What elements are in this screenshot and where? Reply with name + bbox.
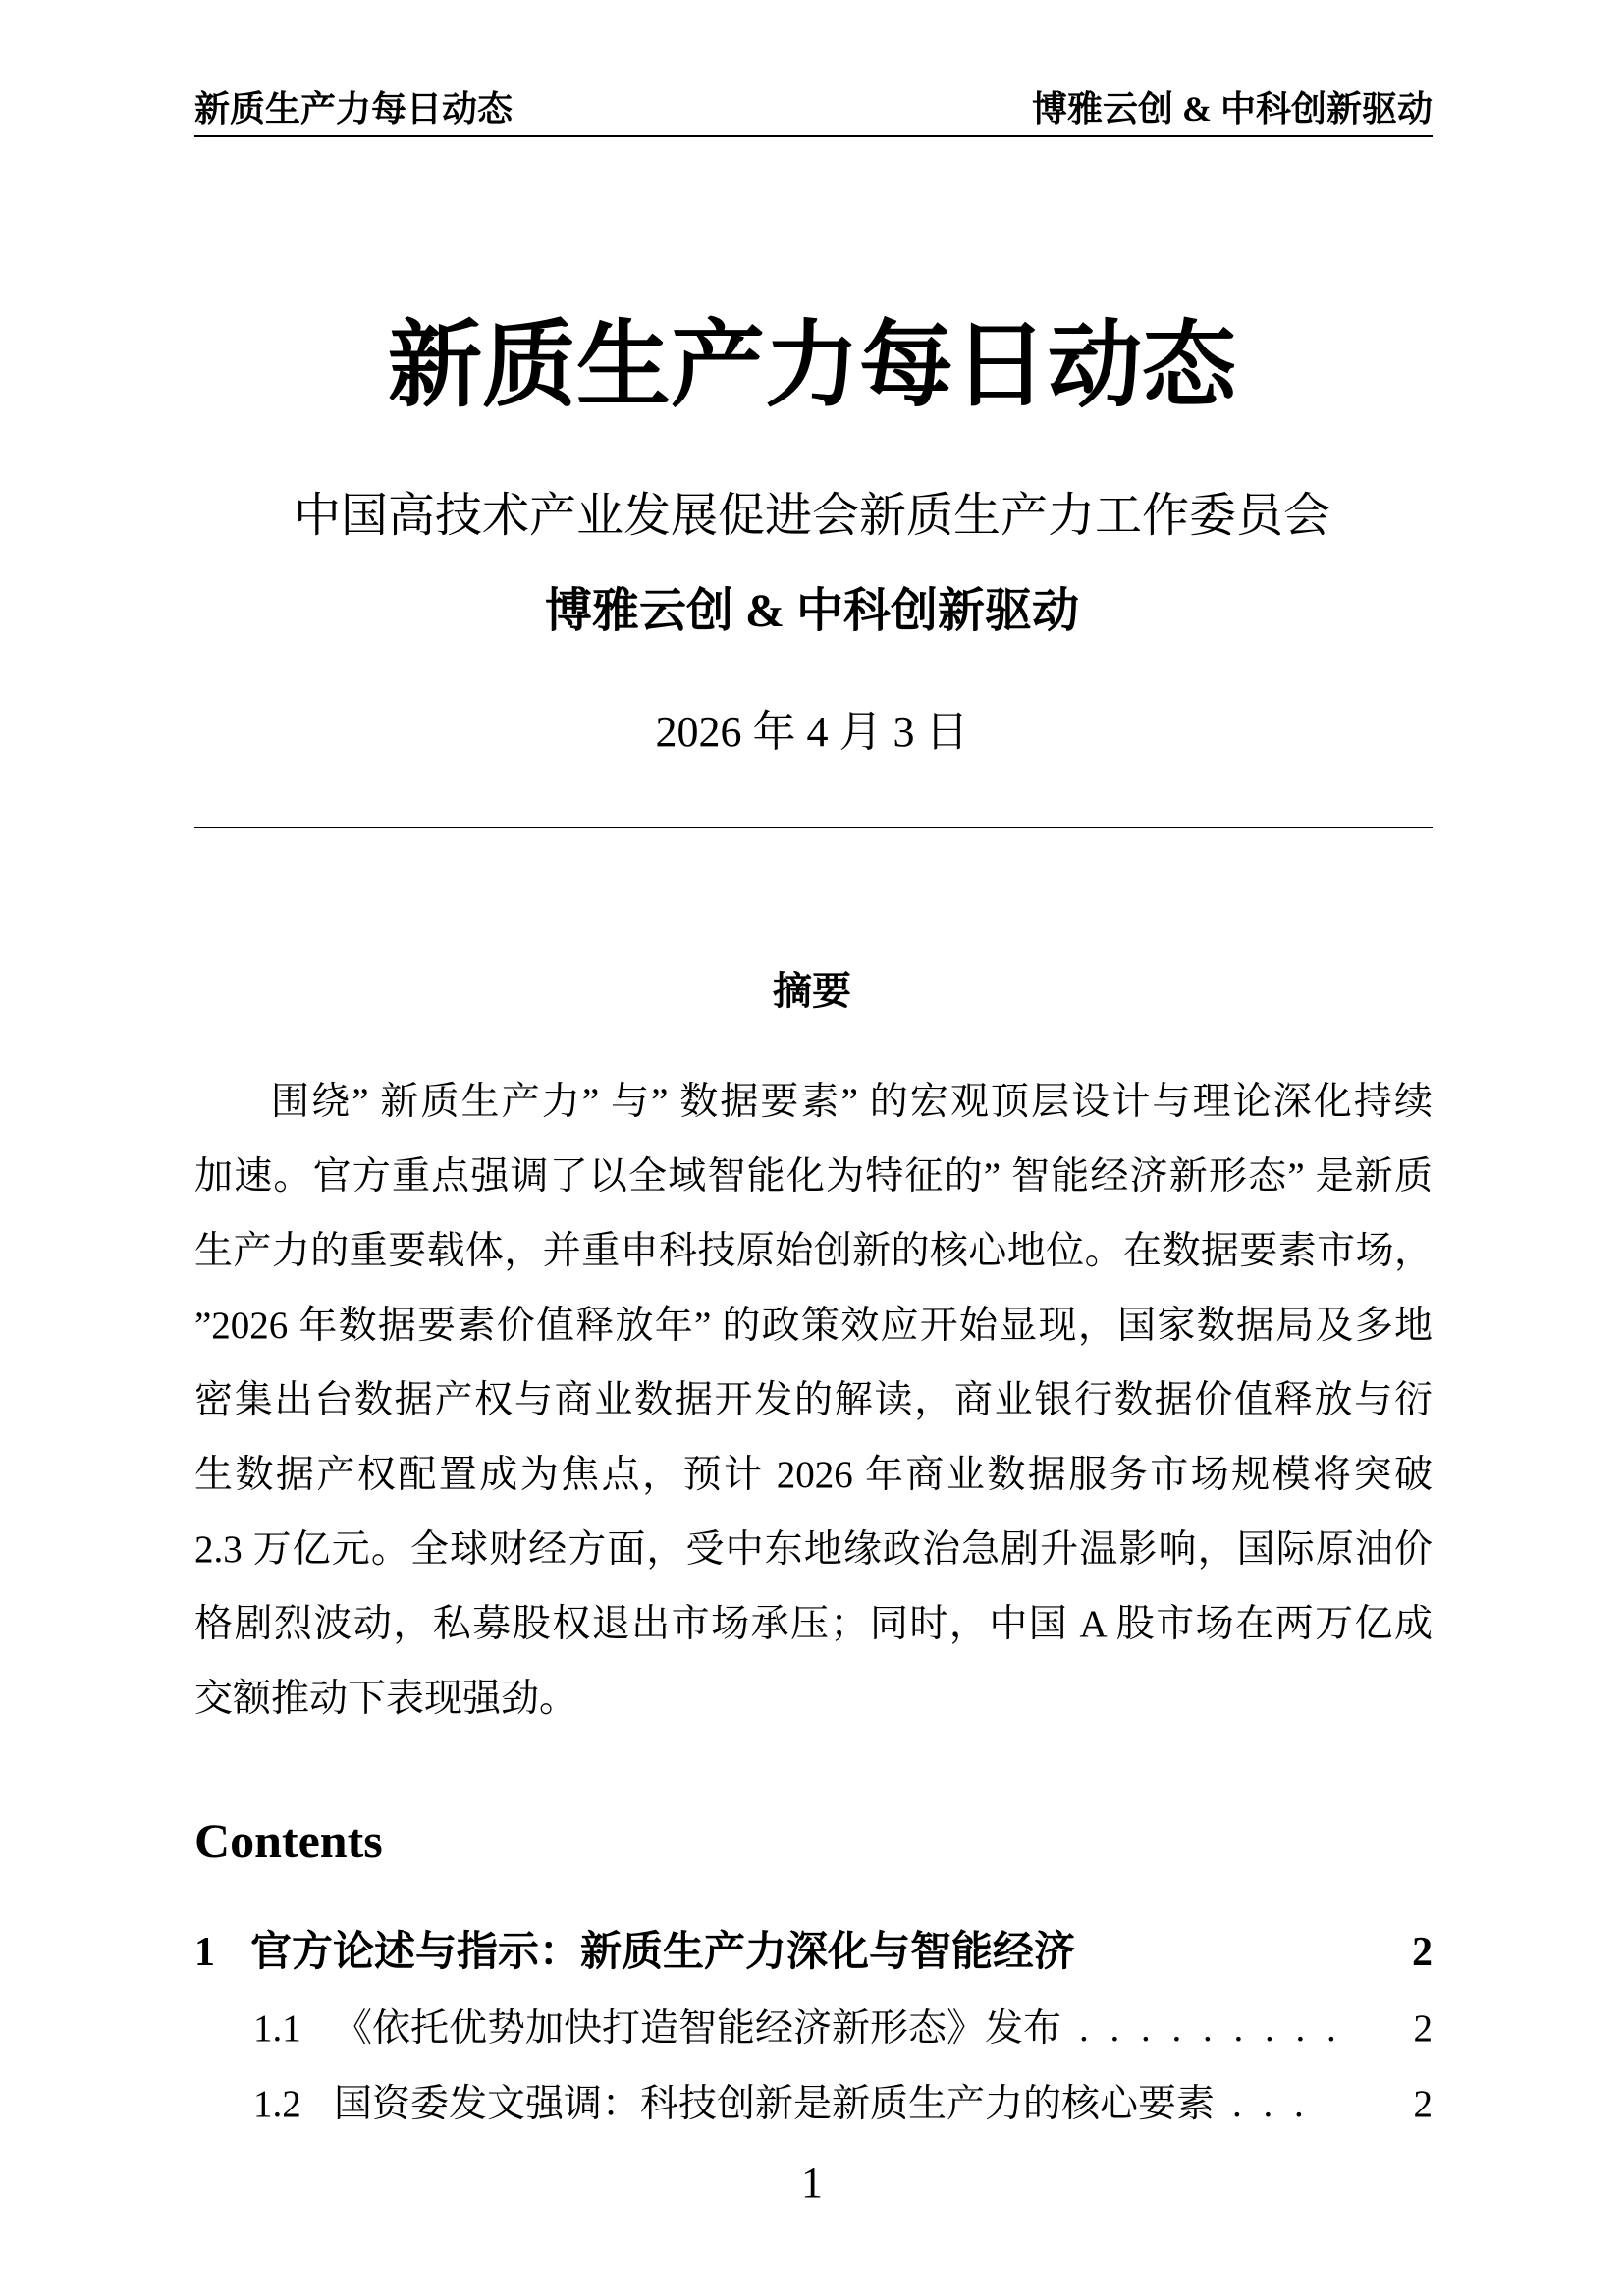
toc-dot-leader: . . . xyxy=(1232,2083,1310,2125)
abstract-line: 围绕” 新质生产力” 与” 数据要素” 的宏观顶层设计与理论深化持续 xyxy=(271,1081,1433,1123)
toc-entry-subsection-1-2[interactable] xyxy=(194,2066,1433,2142)
page-number: 1 xyxy=(801,2159,823,2207)
abstract-line: 生产力的重要载体，并重申科技原始创新的核心地位。在数据要素市场， xyxy=(194,1230,1433,1272)
abstract-heading: 摘要 xyxy=(773,969,851,1013)
contents-heading: Contents xyxy=(194,1813,383,1868)
abstract-line: 格剧烈波动，私募股权退出市场承压；同时，中国 A 股市场在两万亿成 xyxy=(194,1603,1433,1645)
title-rule xyxy=(194,827,1433,828)
abstract-line: 密集出台数据产权与商业数据开发的解读，商业银行数据价值释放与衍 xyxy=(194,1379,1433,1421)
header-rule xyxy=(194,135,1433,137)
toc-dot-leader: . . . . . . . . . xyxy=(1079,2007,1342,2050)
date-line: 2026 年 4 月 3 日 xyxy=(655,708,969,756)
toc-page-number: 2 xyxy=(1413,2007,1433,2050)
table-of-contents xyxy=(194,1915,1433,2142)
organization-line: 中国高技术产业发展促进会新质生产力工作委员会 xyxy=(293,490,1330,542)
running-header-right: 博雅云创 & 中科创新驱动 xyxy=(1032,89,1433,129)
toc-entry-section-1[interactable] xyxy=(194,1915,1433,1991)
toc-number: 1.2 xyxy=(253,2083,301,2125)
toc-number: 1 xyxy=(194,1930,215,1975)
toc-entry-subsection-1-1[interactable] xyxy=(194,1991,1433,2066)
abstract-line: 交额推动下表现强劲。 xyxy=(194,1678,578,1720)
abstract-line: 2.3 万亿元。全球财经方面，受中东地缘政治急剧升温影响，国际原油价 xyxy=(194,1528,1433,1571)
abstract-line: 加速。官方重点强调了以全域智能化为特征的” 智能经济新形态” 是新质 xyxy=(194,1155,1433,1198)
abstract-paragraph xyxy=(194,1065,1433,1736)
toc-title: 《依托优势加快打造智能经济新形态》发布 xyxy=(334,2007,1062,2050)
abstract-line: ”2026 年数据要素价值释放年” 的政策效应开始显现，国家数据局及多地 xyxy=(194,1305,1433,1347)
toc-title: 官方论述与指示：新质生产力深化与智能经济 xyxy=(250,1930,1076,1975)
document-title: 新质生产力每日动态 xyxy=(388,313,1236,418)
abstract-line: 生数据产权配置成为焦点，预计 2026 年商业数据服务市场规模将突破 xyxy=(194,1454,1433,1496)
toc-page-number: 2 xyxy=(1413,2083,1433,2125)
running-header xyxy=(194,88,1433,131)
toc-title: 国资委发文强调：科技创新是新质生产力的核心要素 xyxy=(334,2083,1216,2125)
toc-page-number: 2 xyxy=(1412,1930,1433,1975)
toc-number: 1.1 xyxy=(253,2007,301,2050)
authors-line: 博雅云创 & 中科创新驱动 xyxy=(545,585,1079,637)
running-header-left: 新质生产力每日动态 xyxy=(194,89,514,129)
